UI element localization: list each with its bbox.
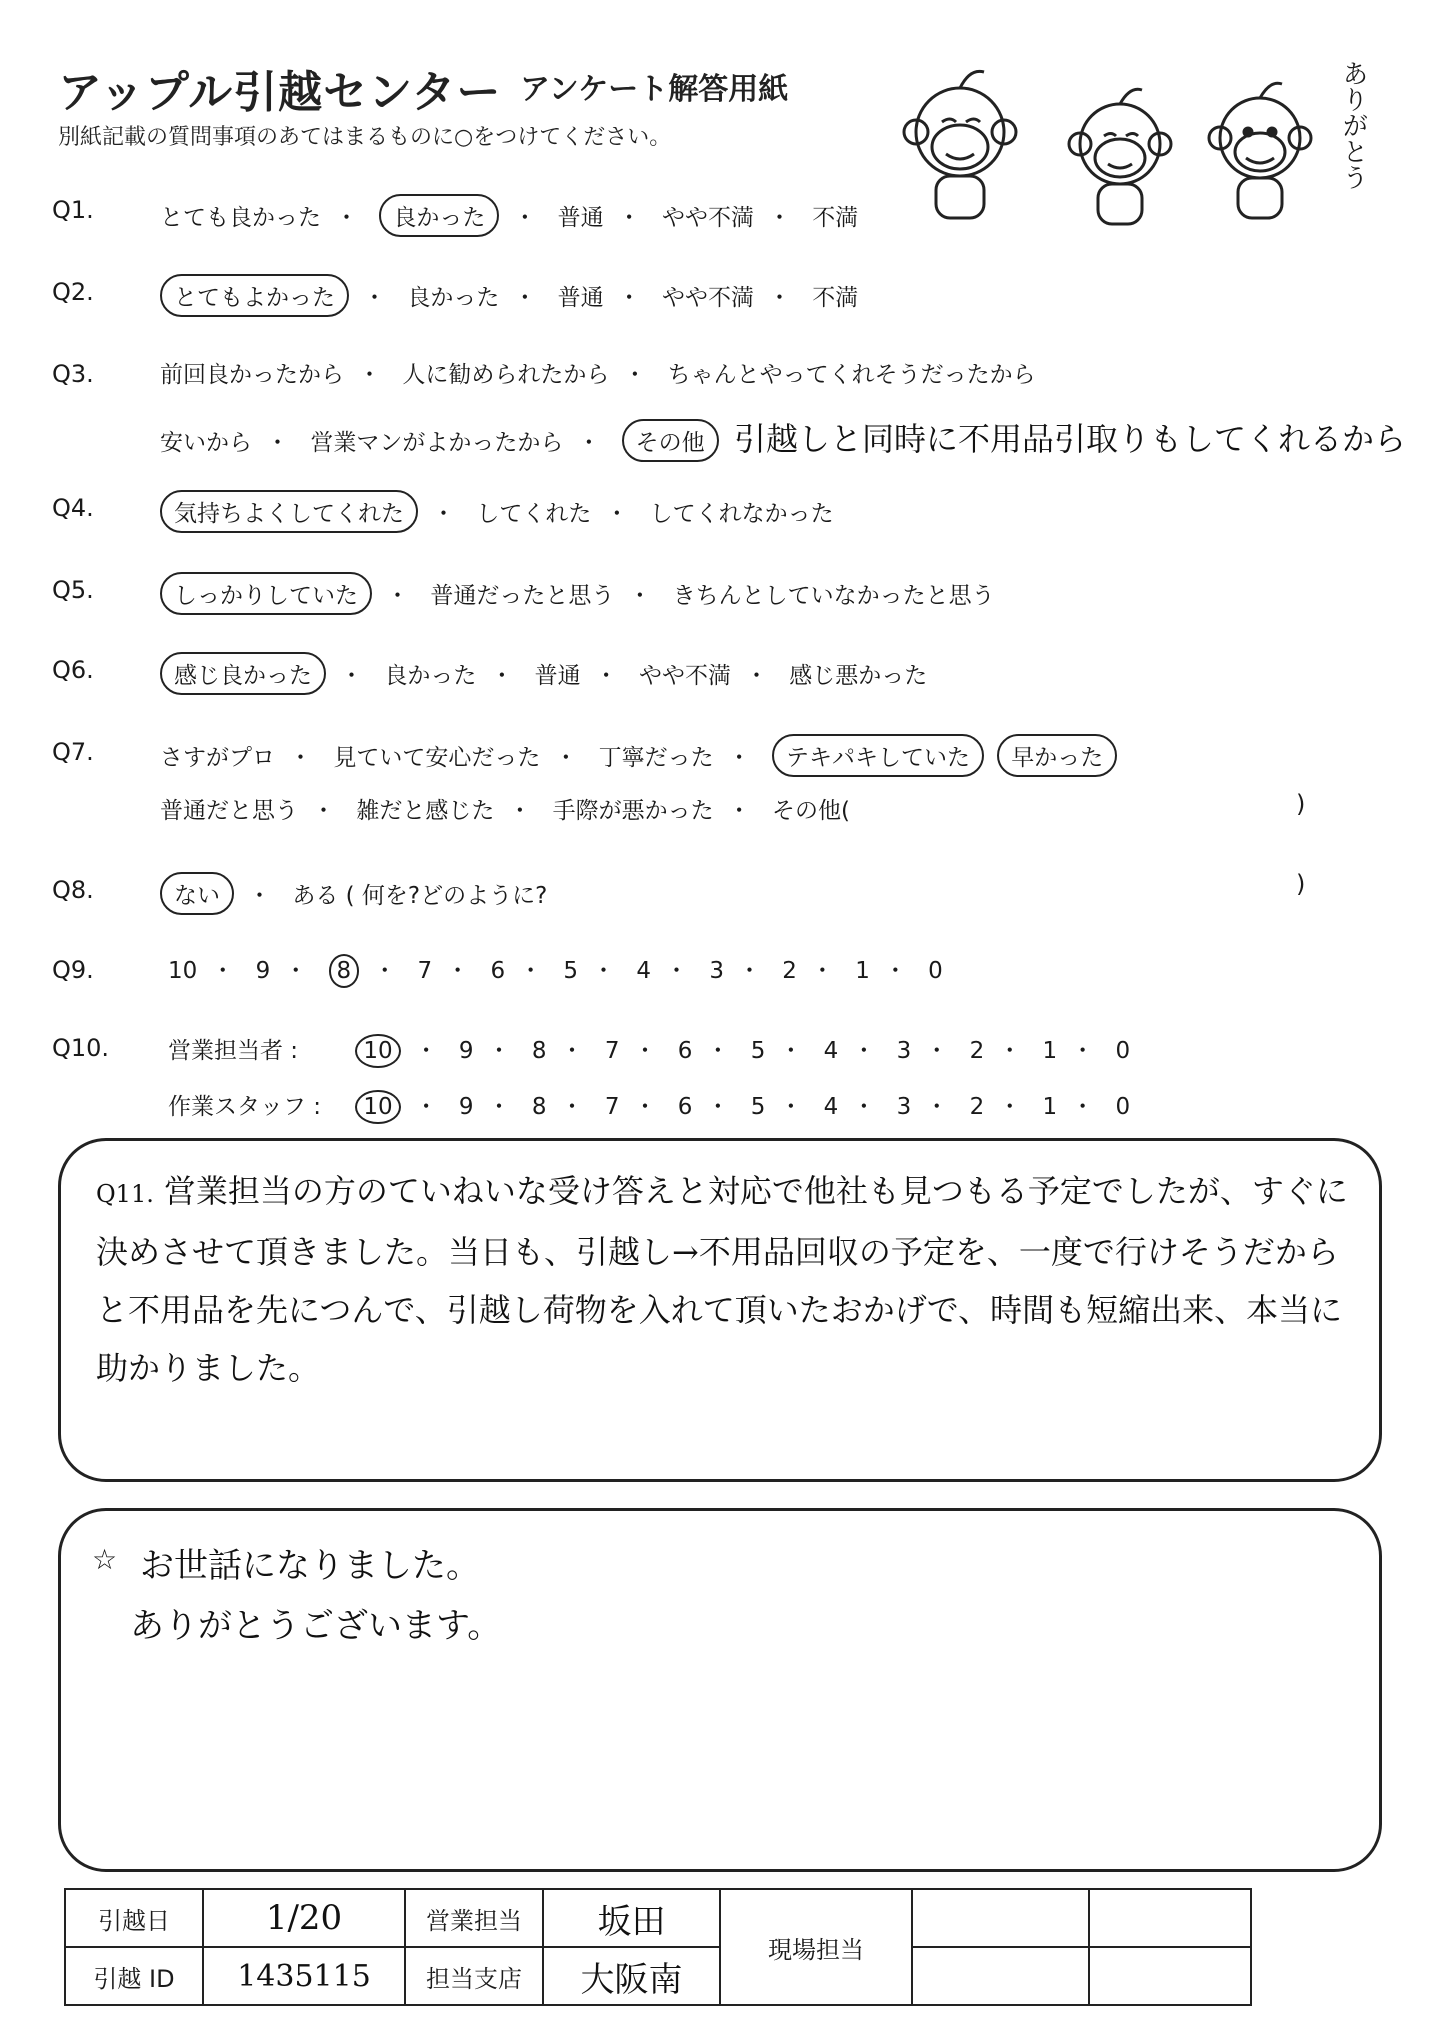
q5-options: しっかりしていた ・ 普通だったと思う ・ きちんとしていなかったと思う bbox=[160, 572, 995, 615]
q3-options-line1: 前回良かったから ・ 人に勧められたから ・ ちゃんとやってくれそうだったから bbox=[160, 356, 1036, 389]
q6-option-1-selected[interactable]: 感じ良かった bbox=[160, 652, 326, 695]
q10-sales-row: 営業担当者 : 10 ・ 9 ・ 8 ・ 7 ・ 6 ・ 5 ・ 4 ・ 3 ・ 2 ・ 1 ・ 0 bbox=[168, 1032, 1130, 1068]
q3-option-other-selected[interactable]: その他 bbox=[622, 419, 719, 462]
site-cell-2[interactable] bbox=[1089, 1889, 1251, 1947]
q4-options: 気持ちよくしてくれた ・ してくれた ・ してくれなかった bbox=[160, 490, 834, 533]
q2-options: とてもよかった ・ 良かった ・ 普通 ・ やや不満 ・ 不満 bbox=[160, 274, 858, 317]
q9-scale: 10 ・ 9 ・ 8 ・ 7 ・ 6 ・ 5 ・ 4 ・ 3 ・ 2 ・ 1 ・ 0 bbox=[168, 952, 943, 988]
comment-content bbox=[92, 1536, 1336, 1656]
q10-sales-score-0[interactable]: 0 bbox=[1115, 1038, 1131, 1064]
q8-close-paren: ) bbox=[1296, 870, 1306, 898]
q1-option-5[interactable]: 不満 bbox=[812, 205, 859, 231]
q7-options-line1: さすがプロ ・ 見ていて安心だった ・ 丁寧だった ・ テキパキしていた 早かった bbox=[160, 734, 1117, 777]
q1-option-2-selected[interactable]: 良かった bbox=[379, 194, 499, 237]
q11-answer bbox=[96, 1162, 1356, 1397]
q7-option-other[interactable]: その他( bbox=[771, 798, 850, 824]
site-cell-4[interactable] bbox=[1089, 1947, 1251, 2005]
q9-score-10[interactable]: 10 bbox=[168, 958, 198, 984]
q10-sales-score-3[interactable]: 3 bbox=[896, 1038, 912, 1064]
q9-score-4[interactable]: 4 bbox=[636, 958, 651, 984]
move-id-label: 引越 ID bbox=[65, 1947, 203, 2005]
q7-option-2[interactable]: 見ていて安心だった bbox=[333, 745, 541, 771]
q7-option-3[interactable]: 丁寧だった bbox=[598, 745, 714, 771]
comment-line-1: お世話になりました。 bbox=[140, 1546, 480, 1586]
q7-options-line2: 普通だと思う ・ 雑だと感じた ・ 手際が悪かった ・ その他( bbox=[160, 792, 850, 825]
q5-option-2[interactable]: 普通だったと思う bbox=[430, 583, 615, 609]
move-id-value[interactable]: 1435115 bbox=[203, 1947, 405, 2005]
q4-option-3[interactable]: してくれなかった bbox=[649, 501, 834, 527]
brand-title: アップル引越センター bbox=[58, 67, 502, 118]
q1-number: Q1. bbox=[52, 196, 94, 224]
branch-name-value[interactable]: 大阪南 bbox=[543, 1947, 720, 2005]
q9-score-7[interactable]: 7 bbox=[417, 958, 433, 984]
footer-row-1 bbox=[65, 1889, 1251, 1947]
q3-option-1[interactable]: 前回良かったから bbox=[160, 362, 344, 388]
q1-options: とても良かった ・ 良かった ・ 普通 ・ やや不満 ・ 不満 bbox=[160, 194, 858, 237]
q10-sales-score-5[interactable]: 5 bbox=[750, 1038, 766, 1064]
q7-option-6[interactable]: 普通だと思う bbox=[160, 798, 298, 824]
q4-number: Q4. bbox=[52, 494, 94, 522]
q1-option-3[interactable]: 普通 bbox=[557, 205, 604, 231]
q6-option-4[interactable]: やや不満 bbox=[638, 663, 731, 689]
sales-name-value[interactable]: 坂田 bbox=[543, 1889, 720, 1947]
monkey-mascots-icon bbox=[880, 52, 1350, 232]
q3-number: Q3. bbox=[52, 360, 94, 388]
q10-staff-label: 作業スタッフ : bbox=[168, 1094, 322, 1120]
q9-number: Q9. bbox=[52, 956, 94, 984]
q10-sales-score-4[interactable]: 4 bbox=[823, 1038, 839, 1064]
site-label: 現場担当 bbox=[720, 1889, 912, 2005]
q2-option-5[interactable]: 不満 bbox=[812, 285, 859, 311]
q7-option-4-selected[interactable]: テキパキしていた bbox=[772, 734, 984, 777]
q9-score-2[interactable]: 2 bbox=[782, 958, 797, 984]
q3-options-line2: 安いから ・ 営業マンがよかったから ・ その他 引越しと同時に不用品引取りもしてくれるから bbox=[160, 414, 1406, 462]
q10-sales-score-8[interactable]: 8 bbox=[531, 1038, 547, 1064]
q10-staff-score-7[interactable]: 7 bbox=[604, 1094, 620, 1120]
sales-label: 営業担当 bbox=[405, 1889, 543, 1947]
q2-option-3[interactable]: 普通 bbox=[557, 285, 604, 311]
q4-option-1-selected[interactable]: 気持ちよくしてくれた bbox=[160, 490, 418, 533]
q10-number: Q10. bbox=[52, 1034, 110, 1062]
instruction-text: 別紙記載の質問事項のあてはまるものに○をつけてください。 bbox=[58, 125, 672, 150]
q7-number: Q7. bbox=[52, 738, 94, 766]
q10-sales-score-9[interactable]: 9 bbox=[458, 1038, 474, 1064]
q5-option-3[interactable]: きちんとしていなかったと思う bbox=[672, 583, 995, 609]
q10-staff-score-4[interactable]: 4 bbox=[823, 1094, 839, 1120]
q10-sales-label: 営業担当者 : bbox=[168, 1038, 299, 1064]
q8-options: ない ・ ある ( 何を?どのように? bbox=[160, 872, 547, 915]
q6-option-2[interactable]: 良かった bbox=[384, 663, 477, 689]
site-cell-3[interactable] bbox=[912, 1947, 1089, 2005]
q7-option-1[interactable]: さすがプロ bbox=[160, 745, 275, 771]
q10-sales-score-7[interactable]: 7 bbox=[604, 1038, 620, 1064]
q6-option-5[interactable]: 感じ悪かった bbox=[789, 663, 928, 689]
q10-staff-score-0[interactable]: 0 bbox=[1115, 1094, 1131, 1120]
q10-sales-score-10-selected[interactable]: 10 bbox=[355, 1034, 400, 1068]
branch-label: 担当支店 bbox=[405, 1947, 543, 2005]
q8-option-1-selected[interactable]: ない bbox=[160, 872, 234, 915]
q7-option-8[interactable]: 手際が悪かった bbox=[552, 798, 714, 824]
q10-staff-score-3[interactable]: 3 bbox=[896, 1094, 912, 1120]
q2-option-1-selected[interactable]: とてもよかった bbox=[160, 274, 349, 317]
q3-option-2[interactable]: 人に勧められたから bbox=[402, 362, 610, 388]
q10-sales-score-6[interactable]: 6 bbox=[677, 1038, 693, 1064]
q10-staff-score-6[interactable]: 6 bbox=[677, 1094, 693, 1120]
q9-score-9[interactable]: 9 bbox=[255, 958, 271, 984]
q6-number: Q6. bbox=[52, 656, 94, 684]
q6-option-3[interactable]: 普通 bbox=[534, 663, 581, 689]
move-date-label: 引越日 bbox=[65, 1889, 203, 1947]
q1-option-4[interactable]: やや不満 bbox=[661, 205, 754, 231]
q10-sales-score-2[interactable]: 2 bbox=[969, 1038, 985, 1064]
q9-score-3[interactable]: 3 bbox=[709, 958, 724, 984]
q10-staff-score-8[interactable]: 8 bbox=[531, 1094, 547, 1120]
site-cell-1[interactable] bbox=[912, 1889, 1089, 1947]
q9-score-1[interactable]: 1 bbox=[855, 958, 870, 984]
thanks-caption: ありがとう bbox=[1338, 60, 1368, 190]
q2-option-2[interactable]: 良かった bbox=[407, 285, 500, 311]
q6-options: 感じ良かった ・ 良かった ・ 普通 ・ やや不満 ・ 感じ悪かった bbox=[160, 652, 927, 695]
footer-row-2 bbox=[65, 1947, 1251, 2005]
q8-number: Q8. bbox=[52, 876, 94, 904]
q9-score-5[interactable]: 5 bbox=[563, 958, 579, 984]
move-date-value[interactable]: 1/20 bbox=[203, 1889, 405, 1947]
q3-option-4[interactable]: 安いから bbox=[160, 430, 252, 456]
q11-handwritten-text: 営業担当の方のていねいな受け答えと対応で他社も見つもる予定でしたが、すぐに決めさせて頂きました。当日も、引越し→不用品回収の予定を、一度で行けそうだからと不用品を先につんで、引越し荷物を入れて頂いたおかげで、時間も短縮出来、本当に助かりました。 bbox=[96, 1172, 1348, 1387]
q7-option-5-selected[interactable]: 早かった bbox=[997, 734, 1117, 777]
q10-staff-score-9[interactable]: 9 bbox=[458, 1094, 474, 1120]
q5-number: Q5. bbox=[52, 576, 94, 604]
q11-label: Q11. bbox=[96, 1180, 154, 1208]
form-subtitle: アンケート解答用紙 bbox=[520, 72, 789, 107]
q5-option-1-selected[interactable]: しっかりしていた bbox=[160, 572, 372, 615]
q10-staff-score-5[interactable]: 5 bbox=[750, 1094, 766, 1120]
q9-score-8-selected[interactable]: 8 bbox=[329, 954, 360, 988]
q7-close-paren: ) bbox=[1296, 790, 1306, 818]
q3-option-5[interactable]: 営業マンがよかったから bbox=[310, 430, 564, 456]
q9-score-6[interactable]: 6 bbox=[490, 958, 506, 984]
q10-staff-score-10-selected[interactable]: 10 bbox=[355, 1090, 400, 1124]
q10-staff-row: 作業スタッフ : 10 ・ 9 ・ 8 ・ 7 ・ 6 ・ 5 ・ 4 ・ 3 ・ 2 ・ 1 ・ 0 bbox=[168, 1088, 1130, 1124]
q3-other-answer: 引越しと同時に不用品引取りもしてくれるから bbox=[733, 420, 1406, 458]
q10-sales-score-1[interactable]: 1 bbox=[1042, 1038, 1058, 1064]
q3-option-3[interactable]: ちゃんとやってくれそうだったから bbox=[667, 362, 1036, 388]
q7-option-7[interactable]: 雑だと感じた bbox=[356, 798, 495, 824]
q9-score-0[interactable]: 0 bbox=[928, 958, 943, 984]
q4-option-2[interactable]: してくれた bbox=[476, 501, 592, 527]
footer-table bbox=[64, 1888, 1252, 2006]
q10-staff-score-1[interactable]: 1 bbox=[1042, 1094, 1058, 1120]
q1-option-1[interactable]: とても良かった bbox=[160, 205, 321, 231]
q8-option-2[interactable]: ある ( 何を?どのように? bbox=[292, 883, 548, 909]
star-icon: ☆ bbox=[92, 1543, 118, 1576]
q10-staff-score-2[interactable]: 2 bbox=[969, 1094, 985, 1120]
q2-option-4[interactable]: やや不満 bbox=[661, 285, 754, 311]
comment-line-2: ありがとうございます。 bbox=[130, 1606, 502, 1646]
q2-number: Q2. bbox=[52, 278, 94, 306]
